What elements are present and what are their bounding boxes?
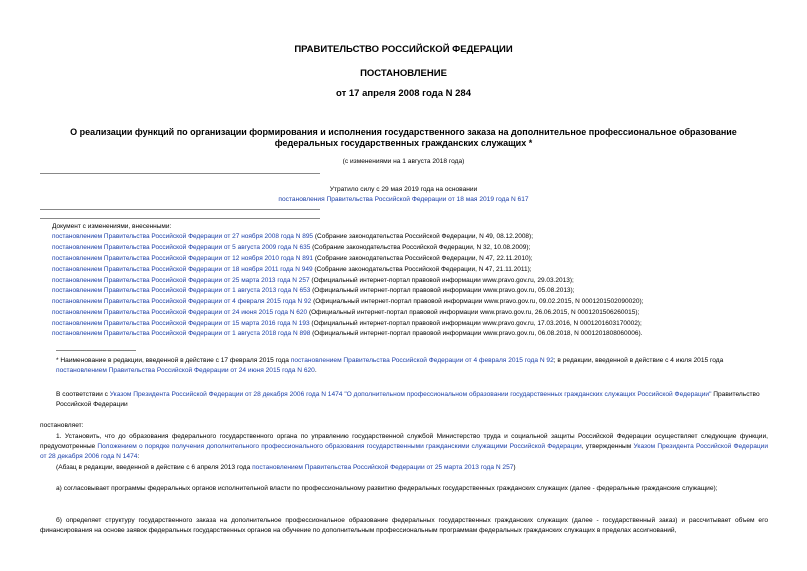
amendment-link[interactable]: постановлением Правительства Российской Федерации от 27 ноября 2008 года N 895 (52, 233, 314, 240)
amendment-source: (Официальный интернет-портал правовой информации www.pravo.gov.ru, 05.08.2013); (310, 287, 575, 294)
amendment-item (52, 308, 639, 318)
amendment-source: (Собрание законодательства Российской Федерации, N 47, 22.11.2010); (313, 255, 533, 262)
item-1-note (56, 463, 516, 473)
changes-note: (с изменениями на 1 августа 2018 года) (342, 158, 465, 165)
separator-rule (40, 173, 320, 174)
separator-rule (40, 218, 320, 219)
amendment-item (52, 329, 642, 339)
amendment-item (52, 254, 533, 264)
document-date-number: от 17 апреля 2008 года N 284 (336, 88, 471, 99)
amendment-item (52, 286, 575, 296)
lost-force-text: Утратило силу с 29 мая 2019 года на основании (329, 186, 478, 193)
amendment-item (52, 243, 530, 253)
decree-title-link[interactable]: "О дополнительном профессиональном образовании государственных гражданских служащих Российской Федерации" (344, 391, 712, 398)
footnote-text: . (314, 367, 317, 374)
amendment-source: (Официальный интернет-портал правовой информации www.pravo.gov.ru, 06.08.2018, N 0001201808060006). (310, 330, 643, 337)
item-1-note-text: ) (513, 464, 516, 471)
amendment-source: (Собрание законодательства Российской Федерации, N 47, 21.11.2011); (312, 266, 532, 273)
amendment-source: (Официальный интернет-портал правовой информации www.pravo.gov.ru, 26.06.2015, N 0001201506260015); (307, 309, 640, 316)
decree-link[interactable]: Указом Президента Российской Федерации от 28 декабря 2006 года N 1474 (109, 391, 343, 398)
document-title: О реализации функций по организации формирования и исполнения государственного заказа на дополнительное профессиональное образование федеральных государственных гражданских служащих * (70, 127, 737, 148)
footnote-text: * Наименование в редакции, введенной в действие с 17 февраля 2015 года (56, 357, 291, 364)
lost-force-link[interactable]: постановления Правительства Российской Федерации от 18 мая 2019 года N 617 (278, 196, 529, 203)
amendment-link[interactable]: постановлением Правительства Российской Федерации от 15 марта 2016 года N 193 (52, 320, 310, 327)
amendment-item (52, 265, 532, 275)
item-1-text: , утвержденным (581, 443, 634, 450)
footnote-text: ; в редакции, введенной в действие с 4 июля 2015 года (553, 357, 724, 364)
lost-force-line (0, 195, 807, 204)
amendment-source: (Официальный интернет-портал правовой информации www.pravo.gov.ru, 17.03.2016, N 0001201603170002); (309, 320, 642, 327)
government-heading: ПРАВИТЕЛЬСТВО РОССИЙСКОЙ ФЕДЕРАЦИИ (294, 44, 513, 55)
footnote (56, 356, 768, 376)
preamble-text: Правительство Российской Федерации (56, 391, 760, 408)
amendments-heading: Документ с изменениями, внесенными: (52, 223, 172, 230)
amendment-item (52, 232, 533, 242)
amendment-item (52, 297, 643, 307)
footnote-rule (56, 350, 136, 351)
preamble (56, 390, 768, 410)
decree-link[interactable]: Указом Президента Российской Федерации от 28 декабря 2006 года N 1474 (40, 443, 769, 460)
amendment-link[interactable]: постановлением Правительства Российской Федерации от 25 марта 2013 года N 257 (52, 277, 310, 284)
amendment-link[interactable]: постановлением Правительства Российской Федерации от 1 августа 2013 года N 653 (52, 287, 311, 294)
item-a: а) согласовывает программы федеральных органов исполнительной власти по профессиональному развитию федеральных государственных гражданских служащих (далее - федеральные гражданские служащие); (56, 485, 718, 492)
item-1 (40, 432, 768, 462)
separator-rule (40, 209, 320, 210)
resolves-label: постановляет: (40, 422, 84, 429)
item-1-text: 1. Установить, что до образования федерального государственного органа по управлению государственной службой Министерство труда и социальной защиты Российской Федерации осуществляет следующие функции, предусмотренные (40, 433, 768, 450)
amendment-link[interactable]: постановлением Правительства Российской Федерации от 18 ноября 2011 года N 949 (52, 266, 313, 273)
item-1-text: : (137, 453, 140, 460)
document-type: ПОСТАНОВЛЕНИЕ (360, 68, 447, 79)
footnote-link[interactable]: постановлением Правительства Российской Федерации от 4 февраля 2015 года N 92 (290, 357, 554, 364)
amendment-source: (Официальный интернет-портал правовой информации www.pravo.gov.ru, 09.02.2015, N 0001201502090020); (311, 298, 644, 305)
preamble-text: В соответствии с (56, 391, 110, 398)
amendment-link[interactable]: постановлением Правительства Российской Федерации от 5 августа 2009 года N 635 (52, 244, 311, 251)
amendment-source: (Собрание законодательства Российской Федерации, N 32, 10.08.2009); (310, 244, 531, 251)
amendment-item (52, 319, 642, 329)
amendment-link[interactable]: постановлением Правительства Российской Федерации от 4 февраля 2015 года N 92 (52, 298, 312, 305)
amendment-link[interactable]: постановлением Правительства Российской Федерации от 12 ноября 2010 года N 891 (52, 255, 314, 262)
amendment-link[interactable]: постановлением Правительства Российской Федерации от 24 июня 2015 года N 620 (52, 309, 308, 316)
footnote-link[interactable]: постановлением Правительства Российской Федерации от 24 июня 2015 года N 620 (56, 367, 315, 374)
item-b: б) определяет структуру государственного заказа на дополнительное профессиональное образование федеральных государственных гражданских служащих (далее - государственный заказ) и рассчитывает объем его финансирования на основе заявок федеральных государственных органов на обучение по дополнительным профессиональным программам федеральных гражданских служащих в пределах ассигнований, (40, 517, 768, 534)
amendment-source: (Собрание законодательства Российской Федерации, N 49, 08.12.2008); (313, 233, 534, 240)
amendment-link[interactable]: постановлением Правительства Российской Федерации от 25 марта 2013 года N 257 (252, 464, 514, 471)
amendment-link[interactable]: постановлением Правительства Российской Федерации от 1 августа 2018 года N 898 (52, 330, 311, 337)
amendment-item (52, 276, 574, 286)
item-1-note-text: (Абзац в редакции, введенной в действие с 6 апреля 2013 года (56, 464, 253, 471)
amendment-source: (Официальный интернет-портал правовой информации www.pravo.gov.ru, 29.03.2013); (309, 277, 574, 284)
regulation-link[interactable]: Положением о порядке получения дополнительного профессионального образования государственными гражданскими служащими Российской Федерации (97, 443, 582, 450)
